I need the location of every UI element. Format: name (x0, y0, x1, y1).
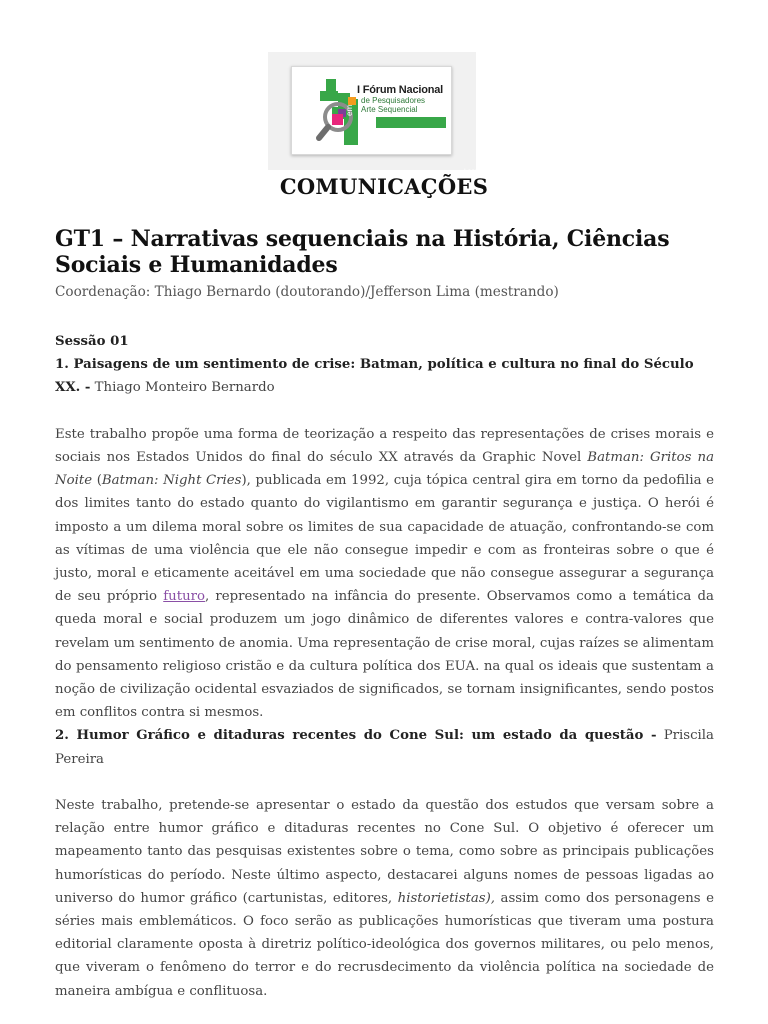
paper-2-heading (55, 724, 714, 770)
session-label: Sessão 01 (55, 334, 129, 349)
group-heading: GT1 – Narrativas sequenciais na História, Ciências Sociais e Humanidades (55, 226, 670, 278)
page-title: COMUNICAÇÕES (279, 174, 489, 199)
logo-subtitle-2: Arte Sequencial (361, 105, 418, 114)
logo-em: em (345, 104, 354, 116)
forum-logo (291, 66, 509, 175)
paper-2-title: 2. Humor Gráfico e ditaduras recentes do Cone Sul: um estado da questão - (55, 728, 657, 744)
coordination-line: Coordenação: Thiago Bernardo (doutorando)/Jefferson Lima (mestrando) (55, 284, 559, 300)
futuro-link[interactable]: futuro (163, 589, 205, 605)
logo-location-bar (376, 117, 509, 175)
paper-2-abstract: Neste trabalho, pretende-se apresentar o estado da questão dos estudos que versam sobre a relação entre humor gráfico e ditaduras recentes no Cone Sul. O objetivo é oferecer um mapeamento tanto das pesquisas existentes sobre o tema, como sobre as principais publicações humorísticas do período. Neste último aspecto, destacarei alguns nomes de pessoas ligadas ao universo do humor gráfico (cartunistas, editores, historietistas), assim como dos personagens e séries mais emblemáticos. O foco serão as publicações humorísticas que tiveram uma postura editorial claramente oposta à diretriz político-ideológica dos governos militares, ou pelo menos, que viveram o fenômeno do terror e do recrusdecimento da violência política na sociedade de maneira ambígua e conflituosa. (55, 798, 714, 999)
paper-1-title: 1. Paisagens de um sentimento de crise: Batman, política e cultura no final do Século XX. - (55, 357, 694, 396)
paper-2-author: Priscila Pereira (55, 728, 714, 767)
paper-1-heading (55, 353, 714, 399)
logo-subtitle-1: de Pesquisadores (361, 96, 426, 105)
logo-title: I Fórum Nacional (357, 84, 444, 96)
logo-location: Leopoldina MG (464, 168, 509, 175)
paper-1-abstract: Este trabalho propõe uma forma de teorização a respeito das representações de crises morais e sociais nos Estados Unidos do final do século XX através da Graphic Novel Batman: Gritos na Noite (Batman: Night Cries), publicada em 1992, cuja tópica central gira em torno da pedofilia e dos limites tanto do estado quanto do vigilantismo em garantir segurança e justiça. O herói é imposto a um dilema moral sobre os limites de sua capacidade de atuação, confrontando-se com as vítimas de uma violência que ele não consegue impedir e com as fronteiras sobre o que é justo, moral e eticamente aceitável em uma sociedade que não consegue assegurar a segurança de seu próprio futuro, representado na infância do presente. Observamos como a temática da queda moral e social produzem um jogo dinâmico de diferentes valores e contra-valores que revelam um sentimento de anomia. Uma representação de crise moral, cujas raízes se alimentam do pensamento religioso cristão e da cultura política dos EUA. na qual os ideais que sustentam a noção de civilização ocidental esvaziados de significados, se tornam insignificantes, sendo postos em conflitos contra si mesmos. (55, 426, 715, 721)
logo-area (268, 52, 509, 175)
session-content (55, 330, 714, 1003)
paper-1-author: Thiago Monteiro Bernardo (90, 380, 275, 396)
